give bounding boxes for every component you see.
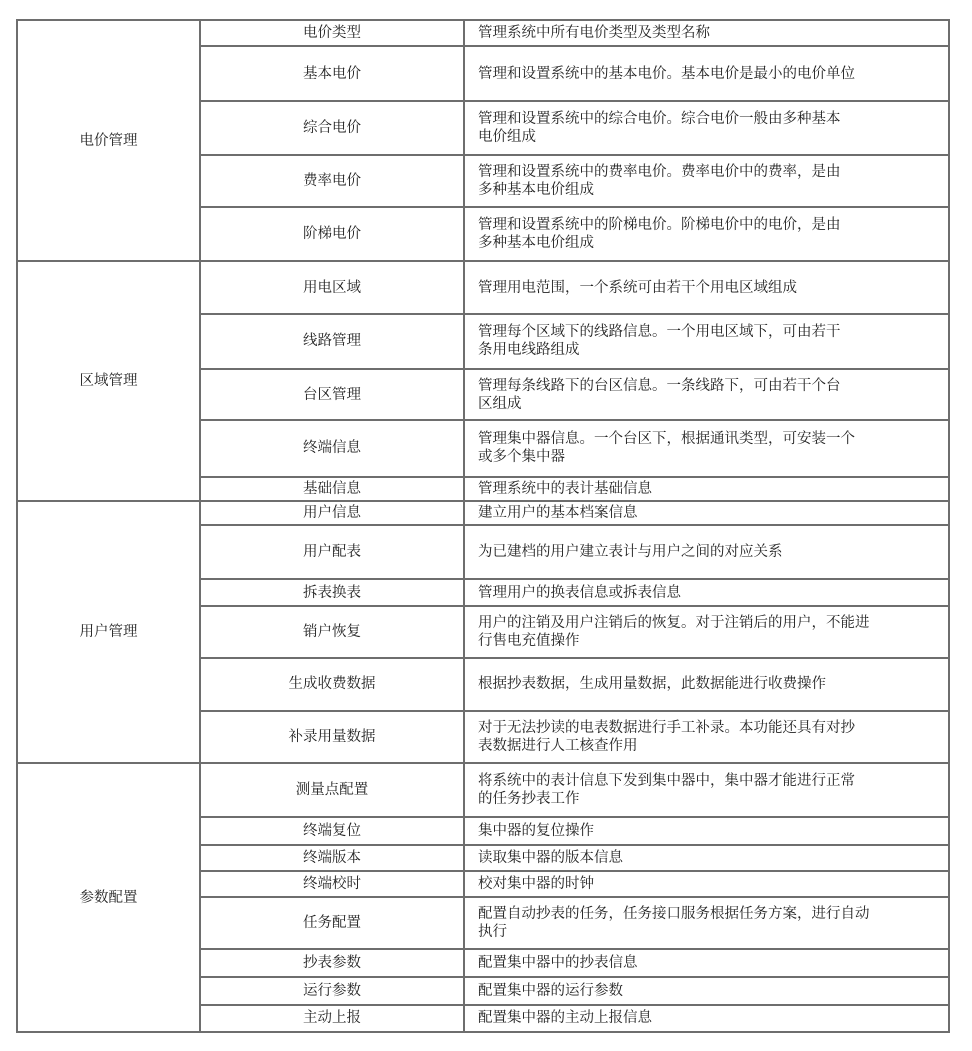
description-cell xyxy=(464,420,949,476)
table-row xyxy=(17,20,949,46)
function-cell: 基本电价 xyxy=(200,46,464,101)
description-line: 根据抄表数据，生成用量数据，此数据能进行收费操作 xyxy=(478,676,826,693)
table-row xyxy=(17,501,949,525)
function-cell: 线路管理 xyxy=(200,314,464,369)
description-line: 管理系统中的表计基础信息 xyxy=(478,480,652,497)
description-line: 管理用电范围，一个系统可由若干个用电区域组成 xyxy=(478,279,797,296)
description-line: 条用电线路组成 xyxy=(478,342,580,359)
description-line: 校对集中器的时钟 xyxy=(478,875,594,892)
description-line: 管理和设置系统中的综合电价。综合电价一般由多种基本 xyxy=(478,111,841,128)
description-line: 建立用户的基本档案信息 xyxy=(478,504,638,521)
description-cell xyxy=(464,845,949,871)
description-cell xyxy=(464,501,949,525)
category-cell: 区域管理 xyxy=(17,261,200,500)
description-cell xyxy=(464,101,949,154)
description-cell xyxy=(464,763,949,816)
description-line: 区组成 xyxy=(478,395,522,412)
function-cell: 综合电价 xyxy=(200,101,464,154)
function-cell: 终端版本 xyxy=(200,845,464,871)
description-cell xyxy=(464,711,949,763)
function-cell: 抄表参数 xyxy=(200,949,464,977)
description-cell xyxy=(464,46,949,101)
description-line: 多种基本电价组成 xyxy=(478,181,594,198)
description-line: 管理和设置系统中的基本电价。基本电价是最小的电价单位 xyxy=(478,65,855,82)
description-line: 表数据进行人工核查作用 xyxy=(478,738,638,755)
description-cell xyxy=(464,658,949,711)
description-line: 的任务抄表工作 xyxy=(478,790,580,807)
description-cell xyxy=(464,207,949,261)
category-cell: 参数配置 xyxy=(17,763,200,1032)
description-line: 配置集中器的主动上报信息 xyxy=(478,1010,652,1027)
description-cell xyxy=(464,579,949,606)
description-cell xyxy=(464,977,949,1004)
function-cell: 测量点配置 xyxy=(200,763,464,816)
table-row xyxy=(17,763,949,816)
function-cell: 终端校时 xyxy=(200,871,464,897)
description-cell xyxy=(464,314,949,369)
description-line: 电价组成 xyxy=(478,129,536,146)
description-cell xyxy=(464,871,949,897)
description-cell xyxy=(464,261,949,313)
function-cell: 拆表换表 xyxy=(200,579,464,606)
function-cell: 基础信息 xyxy=(200,477,464,501)
description-line: 管理系统中所有电价类型及类型名称 xyxy=(478,25,710,42)
description-line: 将系统中的表计信息下发到集中器中，集中器才能进行正常 xyxy=(478,772,855,789)
description-cell xyxy=(464,606,949,657)
description-line: 为已建档的用户建立表计与用户之间的对应关系 xyxy=(478,544,783,561)
description-line: 用户的注销及用户注销后的恢复。对于注销后的用户，不能进 xyxy=(478,615,870,631)
description-line: 配置集中器中的抄表信息 xyxy=(478,955,638,972)
function-cell: 费率电价 xyxy=(200,155,464,207)
description-cell xyxy=(464,1005,949,1032)
description-cell xyxy=(464,897,949,949)
description-cell xyxy=(464,817,949,845)
description-line: 多种基本电价组成 xyxy=(478,235,594,252)
function-cell: 台区管理 xyxy=(200,369,464,420)
description-line: 集中器的复位操作 xyxy=(478,822,594,839)
function-cell: 用户信息 xyxy=(200,501,464,525)
description-line: 执行 xyxy=(478,924,507,941)
description-cell xyxy=(464,949,949,977)
description-line: 配置集中器的运行参数 xyxy=(478,983,623,1000)
description-cell xyxy=(464,155,949,207)
function-cell: 销户恢复 xyxy=(200,606,464,657)
description-line: 配置自动抄表的任务，任务接口服务根据任务方案，进行自动 xyxy=(478,906,870,923)
description-line: 管理和设置系统中的阶梯电价。阶梯电价中的电价，是由 xyxy=(478,217,841,234)
description-cell xyxy=(464,369,949,420)
description-line: 对于无法抄读的电表数据进行手工补录。本功能还具有对抄 xyxy=(478,720,855,737)
category-cell: 电价管理 xyxy=(17,20,200,261)
function-cell: 生成收费数据 xyxy=(200,658,464,711)
function-cell: 用户配表 xyxy=(200,525,464,579)
description-line: 行售电充值操作 xyxy=(478,633,580,649)
category-cell: 用户管理 xyxy=(17,501,200,764)
function-cell: 用电区域 xyxy=(200,261,464,313)
description-line: 读取集中器的版本信息 xyxy=(478,849,623,866)
description-line: 管理用户的换表信息或拆表信息 xyxy=(478,584,681,601)
function-cell: 阶梯电价 xyxy=(200,207,464,261)
function-cell: 运行参数 xyxy=(200,977,464,1004)
description-cell xyxy=(464,477,949,501)
description-cell xyxy=(464,20,949,46)
function-table xyxy=(16,19,950,1033)
function-cell: 主动上报 xyxy=(200,1005,464,1032)
description-cell xyxy=(464,525,949,579)
function-cell: 终端复位 xyxy=(200,817,464,845)
function-cell: 终端信息 xyxy=(200,420,464,476)
description-line: 管理每条线路下的台区信息。一条线路下，可由若干个台 xyxy=(478,377,841,394)
table-row xyxy=(17,261,949,313)
description-line: 管理和设置系统中的费率电价。费率电价中的费率，是由 xyxy=(478,163,841,180)
description-line: 或多个集中器 xyxy=(478,449,565,466)
function-cell: 电价类型 xyxy=(200,20,464,46)
function-cell: 补录用量数据 xyxy=(200,711,464,763)
description-line: 管理每个区域下的线路信息。一个用电区域下，可由若干 xyxy=(478,324,841,341)
function-cell: 任务配置 xyxy=(200,897,464,949)
function-table-body xyxy=(17,20,949,1032)
description-line: 管理集中器信息。一个台区下，根据通讯类型，可安装一个 xyxy=(478,431,855,448)
